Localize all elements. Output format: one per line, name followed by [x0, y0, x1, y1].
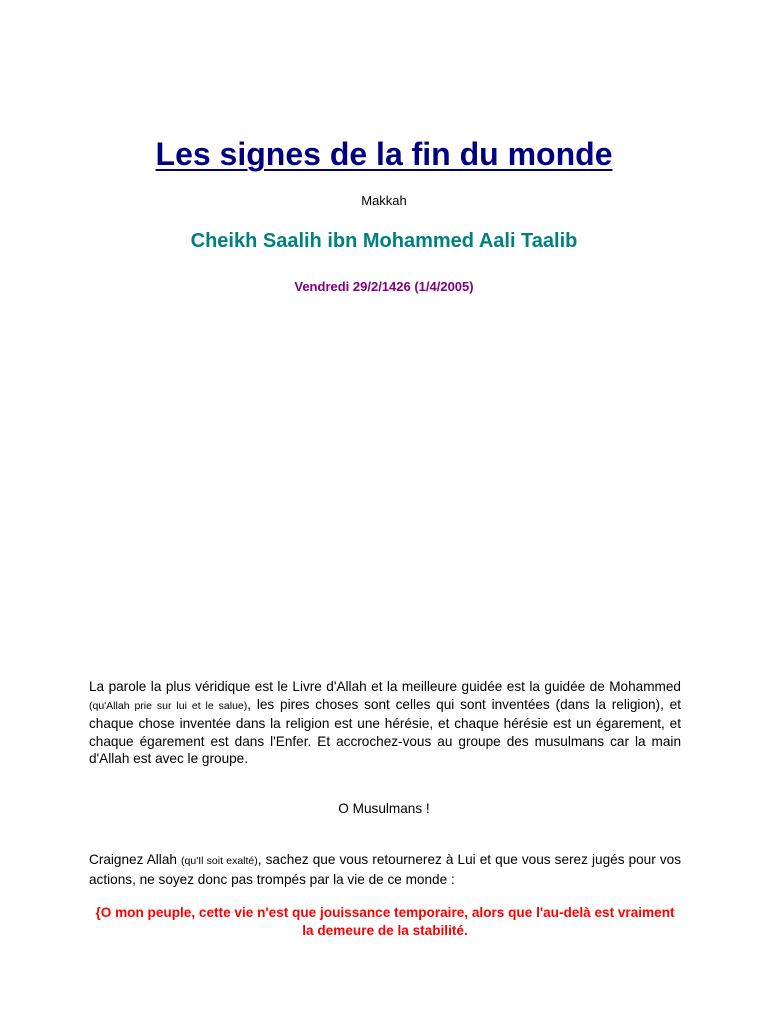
exhortation-text-1: Craignez Allah [89, 852, 182, 867]
location-label: Makkah [361, 193, 407, 208]
section-heading: O Musulmans ! [338, 801, 430, 816]
quran-quote: {O mon peuple, cette vie n'est que jouissance temporaire, alors que l'au-delà est vraiment la demeure de la stabilité. [95, 905, 675, 938]
intro-paragraph [89, 678, 681, 768]
author-name: Cheikh Saalih ibn Mohammed Aali Taalib [190, 230, 578, 252]
document-title: Les signes de la fin du monde [155, 136, 613, 172]
intro-paragraph-text-2: , les pires choses sont celles qui sont inventées (dans la religion), et chaque chose inventée dans la religion est une hérésie, et chaque hérésie est un égarement, et chaque égarement est dans l'Enfer. Et accrochez-vous au groupe des musulmans car la main d'Allah est avec le groupe. [89, 696, 681, 766]
sermon-date: Vendredi 29/2/1426 (1/4/2005) [294, 279, 474, 294]
exhortation-text-2: , sachez que vous retournerez à Lui et que vous serez jugés pour vos actions, ne soyez donc pas trompés par la vie de ce monde : [89, 852, 681, 887]
exhortation-paragraph [89, 851, 681, 888]
intro-paragraph-text-1: La parole la plus véridique est le Livre d'Allah et la meilleure guidée est la guidée de Mohammed [89, 679, 681, 694]
intro-paragraph-blessing: (qu'Allah prie sur lui et le salue) [89, 699, 248, 712]
exhortation-praise: (qu'Il soit exalté) [181, 855, 258, 867]
